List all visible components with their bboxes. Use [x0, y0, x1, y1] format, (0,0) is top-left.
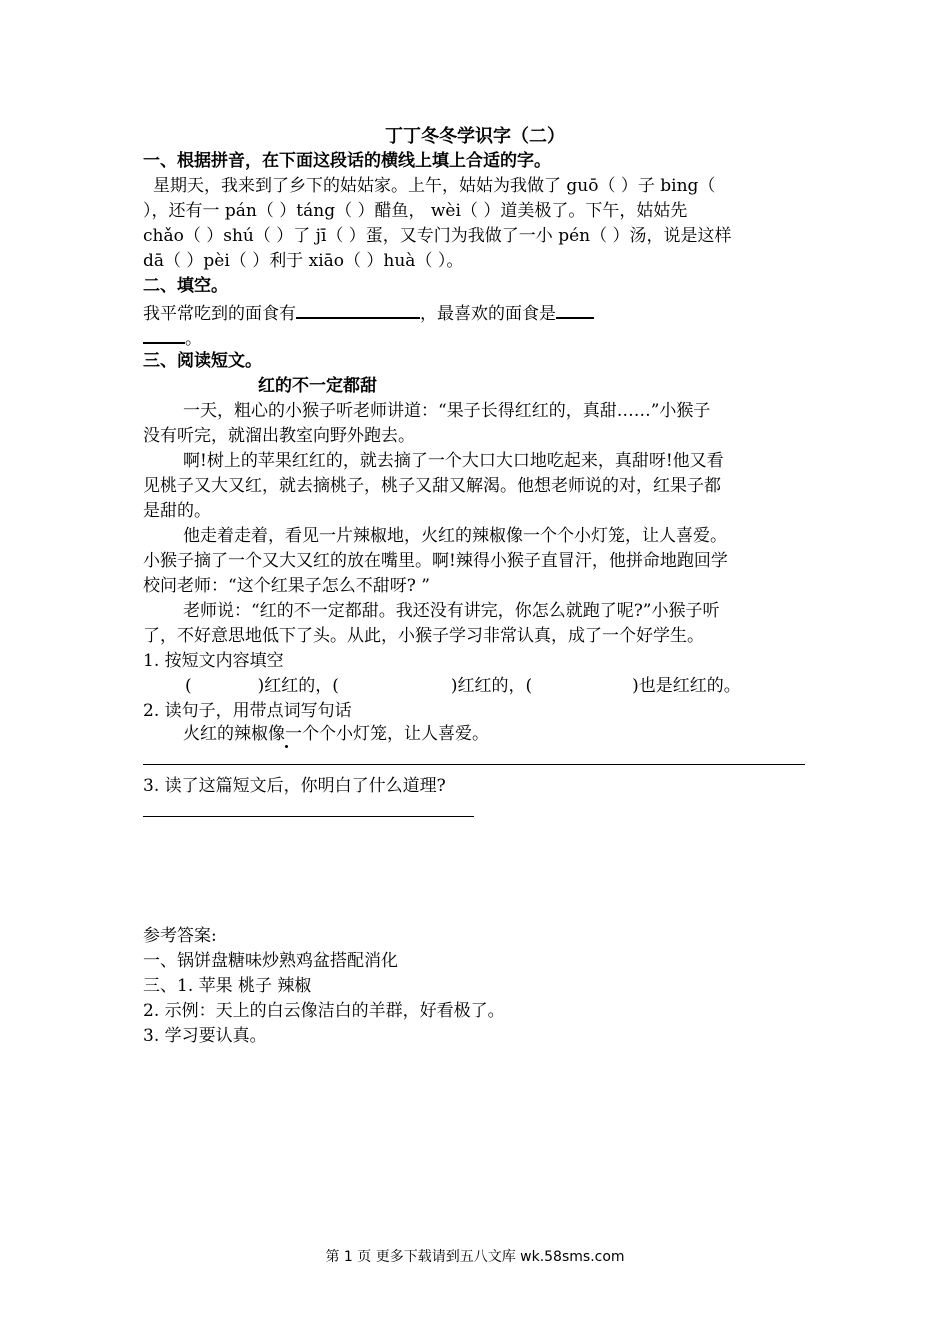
q1-paren-1: (: [185, 676, 192, 696]
question-1-blanks: [185, 674, 741, 699]
section1-line-4: dā（ ）pèi（ ）利于 xiāo（ ）huà（ ）。: [143, 251, 464, 271]
story-p3-line-3: 校问老师：“这个红果子怎么不甜呀? ”: [143, 576, 430, 596]
section2-heading: 二、填空。: [143, 276, 228, 296]
question-2: 2. 读句子，用带点词写句话: [143, 701, 352, 721]
fill-blank-1[interactable]: [296, 299, 420, 319]
question-2-sentence: 火红的辣椒像一个个小灯笼，让人喜爱。: [183, 724, 489, 744]
answer-line-q3[interactable]: [143, 816, 474, 817]
answer-line-3: 2. 示例：天上的白云像洁白的羊群，好看极了。: [143, 1001, 505, 1021]
page-footer: 第 1 页 更多下载请到五八文库 wk.58sms.com: [325, 1249, 625, 1265]
section2-prompt-b: ，最喜欢的面食是: [420, 304, 556, 324]
page-title: 丁丁冬冬学识字（二）: [385, 126, 565, 147]
q1-paren-4: )也是红红的。: [632, 676, 741, 696]
story-p2-line-2: 见桃子又大又红，就去摘桃子，桃子又甜又解渴。他想老师说的对，红果子都: [143, 476, 721, 496]
q1-paren-3: )红红的，(: [450, 676, 533, 696]
section1-line-1: 星期天，我来到了乡下的姑姑家。上午，姑姑为我做了 guō（ ）子 bing（: [153, 176, 716, 196]
story-p3-line-1: 他走着走着，看见一片辣椒地，火红的辣椒像一个个小灯笼，让人喜爱。: [183, 526, 727, 546]
story-p2-line-1: 啊!树上的苹果红红的，就去摘了一个大口大口地吃起来，真甜呀!他又看: [183, 451, 724, 471]
fill-blank-2a[interactable]: [556, 299, 594, 319]
section2-prompt-a: 我平常吃到的面食有: [143, 304, 296, 324]
story-title: 红的不一定都甜: [258, 376, 377, 396]
section3-heading: 三、阅读短文。: [143, 351, 262, 371]
story-p1-line-1: 一天，粗心的小猴子听老师讲道：“果子长得红红的，真甜……”小猴子: [183, 401, 711, 421]
q1-paren-2: )红红的，(: [257, 676, 339, 696]
story-p1-line-2: 没有听完，就溜出教室向野外跑去。: [143, 426, 415, 446]
answer-line-1: 一、锅饼盘糖味炒熟鸡盆搭配消化: [143, 951, 398, 971]
section1-line-3: chǎo（ ）shú（ ）了 jī（ ）蛋，又专门为我做了一小 pén（ ）汤，说是这样: [143, 226, 732, 246]
question-3: 3. 读了这篇短文后，你明白了什么道理?: [143, 776, 446, 796]
section1-line-2: ），还有一 pán（ ）táng（ ）醋鱼， wèi（ ）道美极了。下午，姑姑先: [143, 201, 688, 221]
question-1: 1. 按短文内容填空: [143, 651, 284, 671]
answer-line-q2[interactable]: [143, 764, 805, 765]
answers-heading: 参考答案:: [143, 926, 217, 946]
story-p2-line-3: 是甜的。: [143, 501, 211, 521]
story-p3-line-2: 小猴子摘了一个又大又红的放在嘴里。啊!辣得小猴子直冒汗，他拼命地跑回学: [143, 551, 728, 571]
answer-line-4: 3. 学习要认真。: [143, 1026, 267, 1046]
section2-line-2: [143, 324, 202, 352]
fill-blank-2b[interactable]: [143, 324, 185, 344]
section1-heading: 一、根据拼音，在下面这段话的横线上填上合适的字。: [143, 151, 551, 171]
story-p4-line-1: 老师说：“红的不一定都甜。我还没有讲完，你怎么就跑了呢?”小猴子听: [183, 601, 720, 621]
story-p4-line-2: 了，不好意思地低下了头。从此，小猴子学习非常认真，成了一个好学生。: [143, 626, 704, 646]
section2-line-1: [143, 299, 594, 327]
answer-line-2: 三、1. 苹果 桃子 辣椒: [143, 976, 312, 996]
section2-end: 。: [185, 329, 202, 349]
emphasis-dot: [285, 745, 288, 748]
